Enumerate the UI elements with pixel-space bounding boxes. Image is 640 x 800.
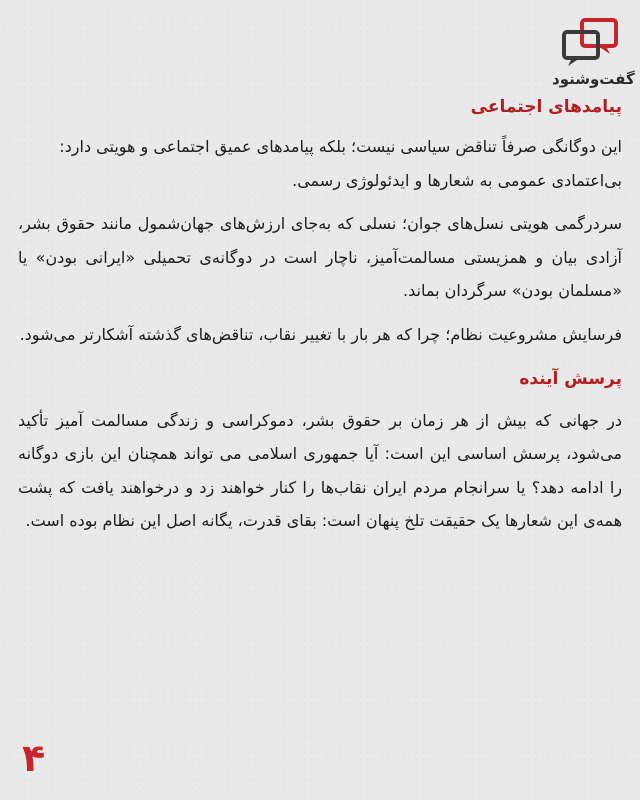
intro-paragraph: این دوگانگی صرفاً تناقض سیاسی نیست؛ بلکه پیامدهای عمیق اجتماعی و هویتی دارد: <box>59 137 622 156</box>
speech-bubbles-icon <box>552 12 628 72</box>
consequence-item: بی‌اعتمادی عمومی به شعارها و ایدئولوژی رسمی. <box>292 170 622 190</box>
consequence-item: سردرگمی هویتی نسل‌های جوان؛ نسلی که به‌جای ارزش‌های جهان‌شمول مانند حقوق بشر، آزادی بیان و همزیستی مسالمت‌آمیز، ناچار است در دوگانه‌ی تحمیلی «ایرانی بودن» یا «مسلمان بودن» سرگردان بماند. <box>18 214 622 301</box>
logo-text: گفت‌وشنود <box>552 70 635 88</box>
article-content <box>18 94 622 538</box>
section-heading-social-consequences: پیامدهای اجتماعی <box>470 97 622 117</box>
section-heading-future-question: پرسش آینده <box>519 368 622 389</box>
consequence-item: فرسایش مشروعیت نظام؛ چرا که هر بار با تغییر نقاب، تناقض‌های گذشته آشکارتر می‌شود. <box>19 324 622 344</box>
brand-logo <box>552 12 635 102</box>
page-number: ۴ <box>22 736 46 780</box>
future-question-paragraph: در جهانی که بیش از هر زمان بر حقوق بشر، دموکراسی و زندگی مسالمت آمیز تأکید می‌شود، پرسش اساسی این است: آیا جمهوری اسلامی می تواند همچنان این بازی دوگانه را ادامه دهد؟ یا سرانجام مردم ایران نقاب‌ها را کنار خواهند زد و درخواهند یافت که پشت همه‌ی این شعارها یک حقیقت تلخ پنهان است: بقای قدرت، یگانه اصل این نظام بوده است. <box>18 410 622 531</box>
